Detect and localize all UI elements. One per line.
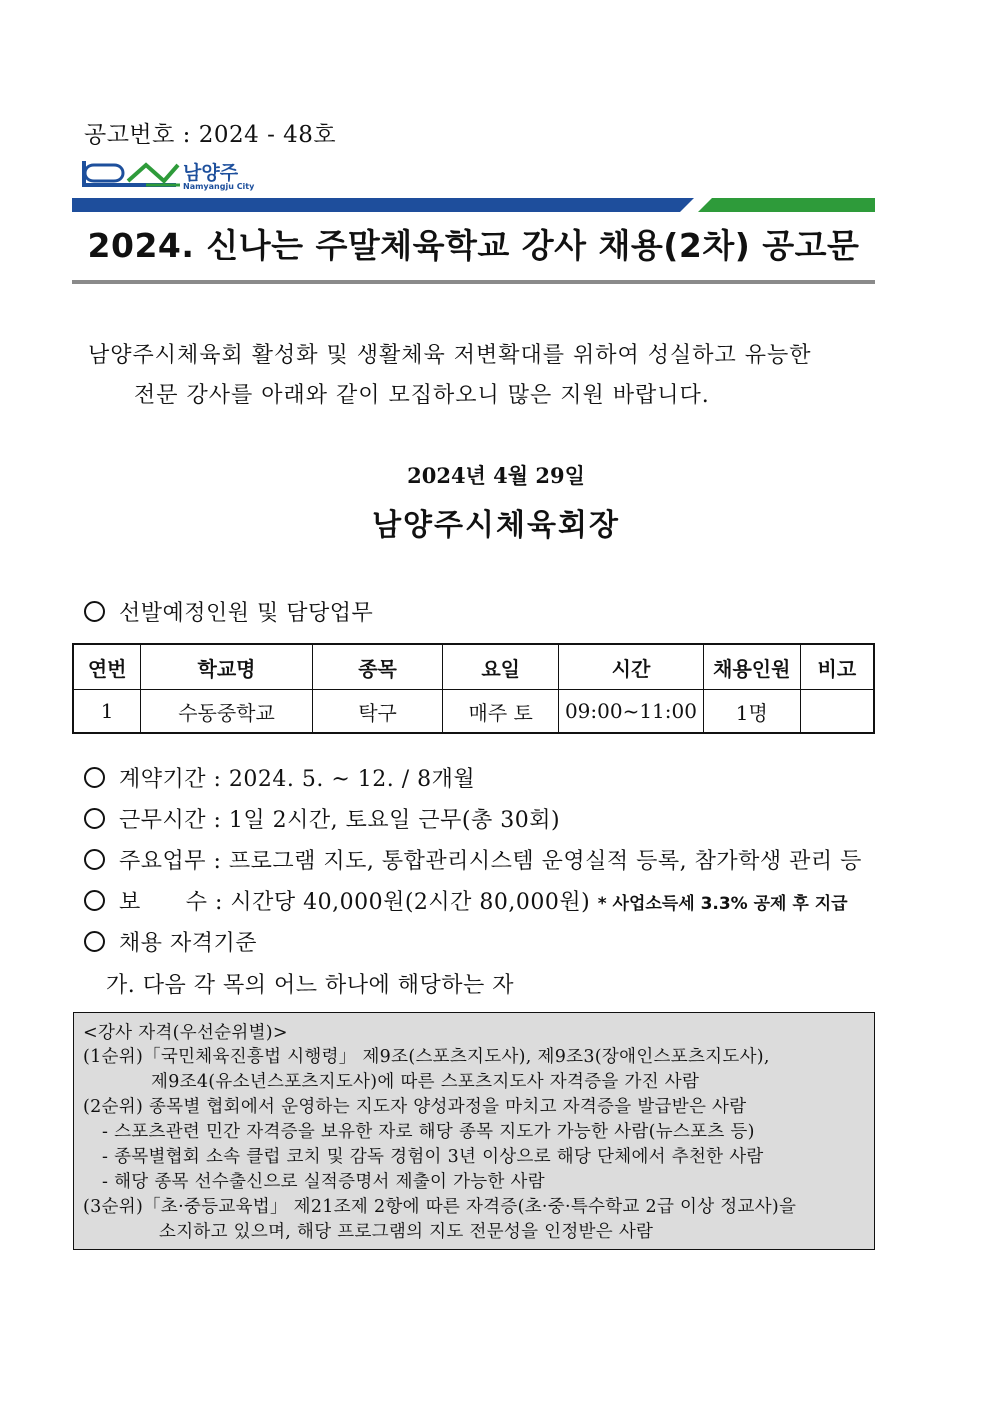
table-row (73, 690, 874, 734)
work-hours-text: 근무시간 : 1일 2시간, 토요일 근무(총 30회) (119, 808, 561, 833)
list-item: 소지하고 있으며, 해당 프로그램의 지도 전문성을 인정받은 사람 (159, 1222, 654, 1242)
intro-line-1: 남양주시체육회 활성화 및 생활체육 저변확대를 위하여 성실하고 유능한 (88, 343, 812, 368)
cell-time: 09:00~11:00 (558, 690, 703, 734)
col-header-time: 시간 (558, 644, 703, 690)
cell-headcount: 1명 (703, 690, 800, 734)
detail-pay (84, 885, 848, 916)
intro-line-2: 전문 강사를 아래와 같이 모집하오니 많은 지원 바랍니다. (134, 383, 710, 408)
logo-text-english: Namyangju City (183, 182, 255, 191)
qualification-box (73, 1012, 875, 1250)
col-header-day: 요일 (443, 644, 559, 690)
header-color-band (72, 198, 875, 212)
qualification-text: 채용 자격기준 (119, 931, 258, 956)
logo-text-korean: 남양주 (183, 162, 239, 184)
detail-main-duties (84, 844, 862, 875)
pay-tax-note: * 사업소득세 3.3% 공제 후 지급 (597, 894, 848, 914)
pay-text: 보 수 : 시간당 40,000원(2시간 80,000원) (119, 890, 591, 915)
notice-date: 2024년 4월 29일 (407, 463, 585, 488)
col-header-sport: 종목 (312, 644, 443, 690)
circle-bullet-icon (84, 808, 105, 829)
section-select-heading (84, 596, 373, 627)
qualification-box-heading: <강사 자격(우선순위별)> (83, 1023, 288, 1043)
circle-bullet-icon (84, 849, 105, 870)
detail-work-hours (84, 803, 560, 834)
circle-bullet-icon (84, 601, 105, 622)
col-header-school: 학교명 (141, 644, 312, 690)
circle-bullet-icon (84, 890, 105, 911)
section-select-label: 선발예정인원 및 담당업무 (119, 601, 374, 626)
detail-qualification (84, 926, 257, 957)
main-duties-text: 주요업무 : 프로그램 지도, 통합관리시스템 운영실적 등록, 참가학생 관리 등 (119, 849, 862, 874)
circle-bullet-icon (84, 931, 105, 952)
list-item: - 해당 종목 선수출신으로 실적증명서 제출이 가능한 사람 (102, 1172, 545, 1192)
list-item: (2순위) 종목별 협회에서 운영하는 지도자 양성과정을 마치고 자격증을 발급받은 사람 (83, 1097, 747, 1117)
title-divider (72, 280, 875, 284)
cell-school: 수동중학교 (141, 690, 312, 734)
cell-number: 1 (73, 690, 141, 734)
contract-period-text: 계약기간 : 2024. 5. ~ 12. / 8개월 (119, 767, 476, 792)
table-header-row (73, 644, 874, 690)
cell-day: 매주 토 (443, 690, 559, 734)
circle-bullet-icon (84, 767, 105, 788)
col-header-number: 연번 (73, 644, 141, 690)
list-item: (1순위)「국민체육진흥법 시행령」 제9조(스포츠지도사), 제9조3(장애인스포츠지도사), (83, 1047, 770, 1067)
cell-sport: 탁구 (312, 690, 443, 734)
list-item: (3순위)「초·중등교육법」 제21조제 2항에 따른 자격증(초·중·특수학교 2급 이상 정교사)을 (83, 1197, 797, 1217)
col-header-remarks: 비고 (800, 644, 874, 690)
notice-number: 공고번호 : 2024 - 48호 (84, 122, 337, 148)
detail-contract-period (84, 762, 475, 793)
cell-remarks (800, 690, 874, 734)
list-item: 제9조4(유소년스포츠지도사)에 따른 스포츠지도사 자격증을 가진 사람 (151, 1072, 700, 1092)
col-header-headcount: 채용인원 (703, 644, 800, 690)
issuing-organization: 남양주시체육회장 (372, 508, 620, 543)
recruitment-table (72, 643, 875, 734)
qualification-sub-item: 가. 다음 각 목의 어느 하나에 해당하는 자 (106, 973, 514, 998)
list-item: - 종목별협회 소속 클럽 코치 및 감독 경험이 3년 이상으로 해당 단체에서 추천한 사람 (102, 1147, 764, 1167)
list-item: - 스포츠관련 민간 자격증을 보유한 자로 해당 종목 지도가 가능한 사람(뉴스포츠 등) (102, 1122, 755, 1142)
page-title: 2024. 신나는 주말체육학교 강사 채용(2차) 공고문 (87, 226, 860, 265)
